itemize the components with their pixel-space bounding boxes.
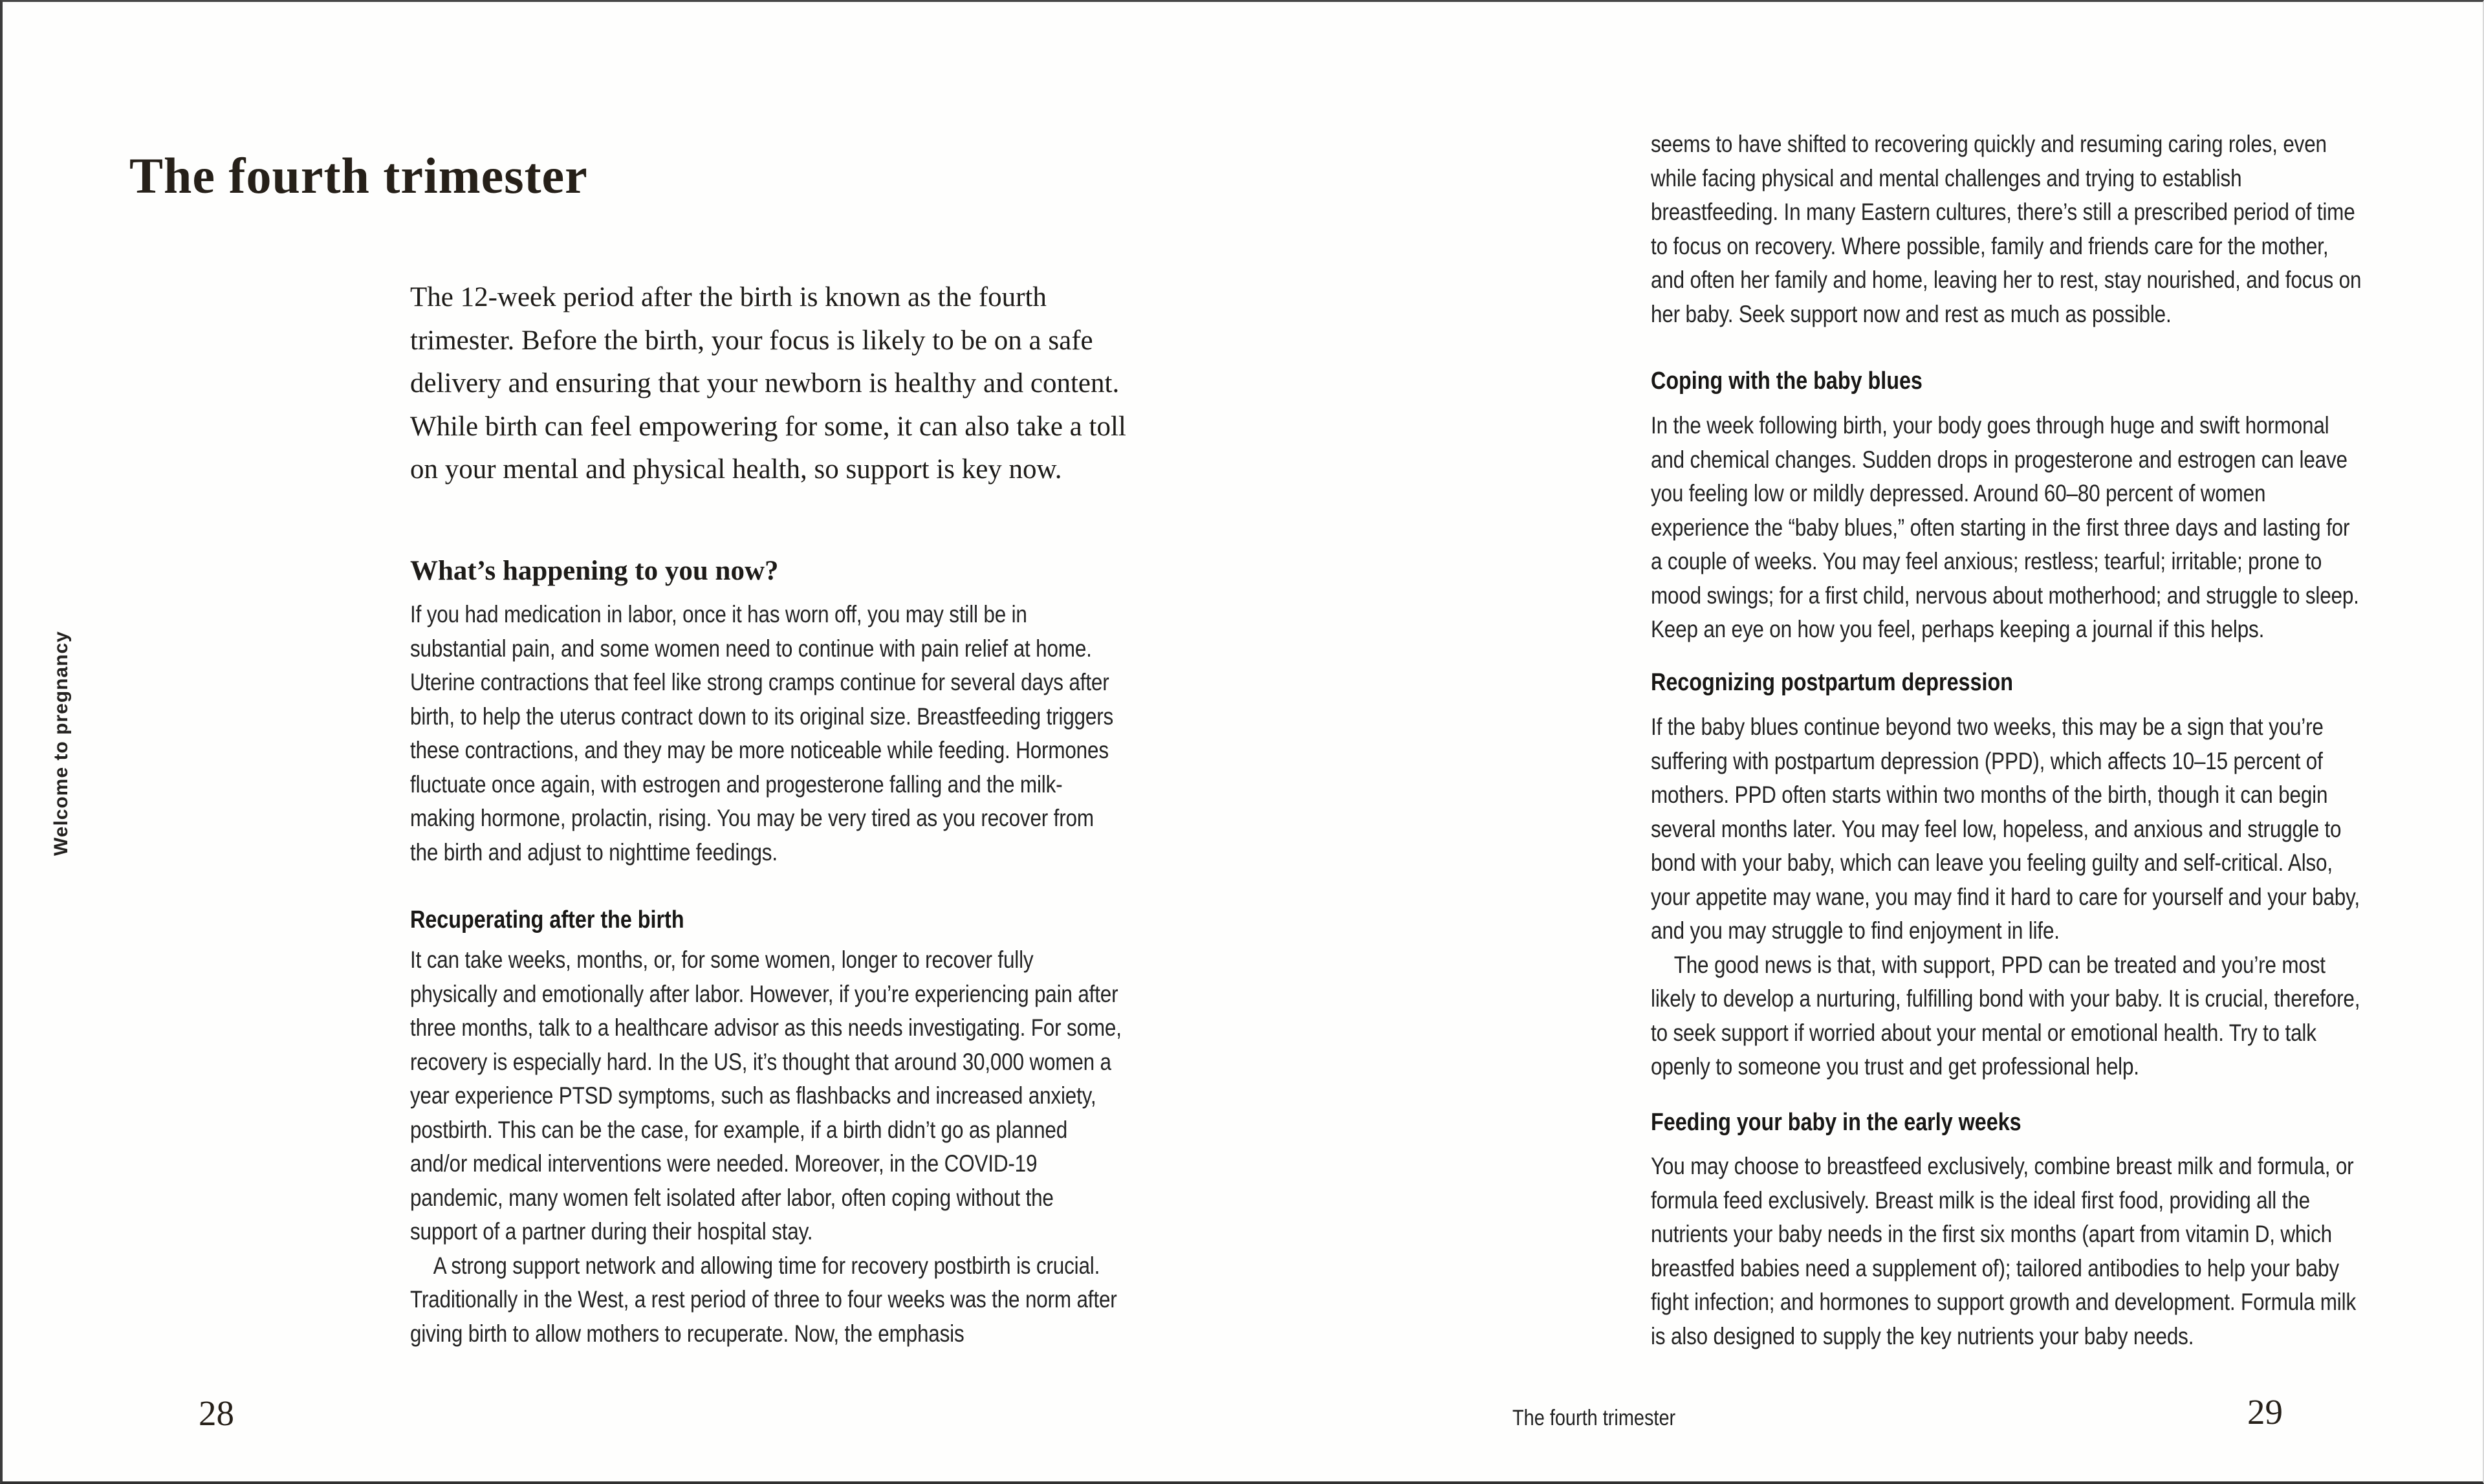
body-paragraph: If you had medication in labor, once it has worn off, you may still be in substantial pain, and some women need to continue with pain relief at home. Uterine contractions that feel like strong cramps continue for several days after birth, to help the uterus contract down to its original size. Breastfeeding triggers these contractions, and they may be more noticeable while feeding. Hormones fluctuate once again, with estrogen and progesterone falling and the milk-making hormone, prolactin, rising. You may be very tired as you recover from the birth and adjust to nighttime feedings. — [410, 601, 1114, 866]
continuation-body — [1651, 127, 2366, 331]
body-paragraph: In the week following birth, your body goes through huge and swift hormonal and chemical changes. Sudden drops in progesterone and estrogen can leave you feeling low or mildly depressed. Around 60–80 percent of women experience the “baby blues,” often starting in the first three days and lasting for a couple of weeks. You may feel anxious; restless; tearful; irritable; prone to mood swings; for a first child, nervous about motherhood; and struggle to sleep. Keep an eye on how you feel, perhaps keeping a journal if this helps. — [1651, 412, 2359, 642]
page-number-left: 28 — [199, 1393, 234, 1433]
section-heading-recuperating: Recuperating after the birth — [410, 906, 684, 933]
left-page — [3, 2, 1245, 1484]
section-body-postpartum-depression — [1651, 710, 2366, 1084]
section-heading-feeding: Feeding your baby in the early weeks — [1651, 1109, 2021, 1136]
body-paragraph: You may choose to breastfeed exclusively, combine breast milk and formula, or formula feed exclusively. Breast milk is the ideal first food, providing all the nutrients your baby needs in the first six months (apart from vitamin D, which breastfed babies need a supplement of); tailored antibodies to help your baby fight infection; and hormones to support growth and development. Formula milk is also designed to supply the key nutrients your baby needs. — [1651, 1153, 2357, 1349]
body-paragraph: If the baby blues continue beyond two weeks, this may be a sign that you’re suffering with postpartum depression (PPD), which affects 10–15 percent of mothers. PPD often starts within two months of the birth, though it can begin several months later. You may feel low, hopeless, and anxious and struggle to bond with your baby, which can leave you feeling guilty and self-critical. Also, your appetite may wane, you may find it hard to care for yourself and your baby, and you may struggle to find enjoyment in life. — [1651, 714, 2360, 944]
body-paragraph: The good news is that, with support, PPD can be treated and you’re most likely to develop a nurturing, fulfilling bond with your baby. It is crucial, therefore, to seek support if worried about your mental or emotional health. Try to talk openly to someone you trust and get professional help. — [1651, 951, 2360, 1080]
intro-paragraph: The 12-week period after the birth is known as the fourth trimester. Before the birth, your focus is likely to be on a safe delivery and ensuring that your newborn is healthy and content. While birth can feel empowering for some, it can also take a toll on your mental and physical health, so support is key now. — [410, 282, 1126, 485]
section-body-feeding — [1651, 1150, 2366, 1353]
page-number-right: 29 — [2247, 1392, 2283, 1432]
section-body-whats-happening — [410, 598, 1125, 869]
footer-chapter-label: The fourth trimester — [1512, 1406, 1676, 1430]
section-heading-postpartum-depression: Recognizing postpartum depression — [1651, 669, 2013, 696]
body-paragraph: A strong support network and allowing time for recovery postbirth is crucial. Traditionally in the West, a rest period of three to four weeks was the norm after giving birth to allow mothers to recuperate. Now, the emphasis — [410, 1252, 1117, 1347]
section-heading-baby-blues: Coping with the baby blues — [1651, 367, 1923, 395]
page-title: The fourth trimester — [129, 147, 588, 204]
section-heading-whats-happening: What’s happening to you now? — [410, 556, 779, 586]
section-body-recuperating — [410, 943, 1125, 1351]
section-body-baby-blues — [1651, 409, 2366, 647]
continuation-paragraph: seems to have shifted to recovering quickly and resuming caring roles, even while facing physical and mental challenges and trying to establish breastfeeding. In many Eastern cultures, there’s still a prescribed period of time to focus on recovery. Where possible, family and friends care for the mother, and often her family and home, leaving her to rest, stay nourished, and focus on her baby. Seek support now and rest as much as possible. — [1651, 131, 2362, 327]
right-page — [1245, 2, 2484, 1484]
body-paragraph: It can take weeks, months, or, for some women, longer to recover fully physically and emotionally after labor. However, if you’re experiencing pain after three months, talk to a healthcare advisor as this needs investigating. For some, recovery is especially hard. In the US, it’s thought that around 30,000 women a year experience PTSD symptoms, such as flashbacks and increased anxiety, postbirth. This can be the case, for example, if a birth didn’t go as planned and/or medical interventions were needed. Moreover, in the COVID-19 pandemic, many women felt isolated after labor, often coping without the support of a partner during their hospital stay. — [410, 946, 1122, 1245]
sidebar-chapter-tab: Welcome to pregnancy — [50, 631, 72, 856]
